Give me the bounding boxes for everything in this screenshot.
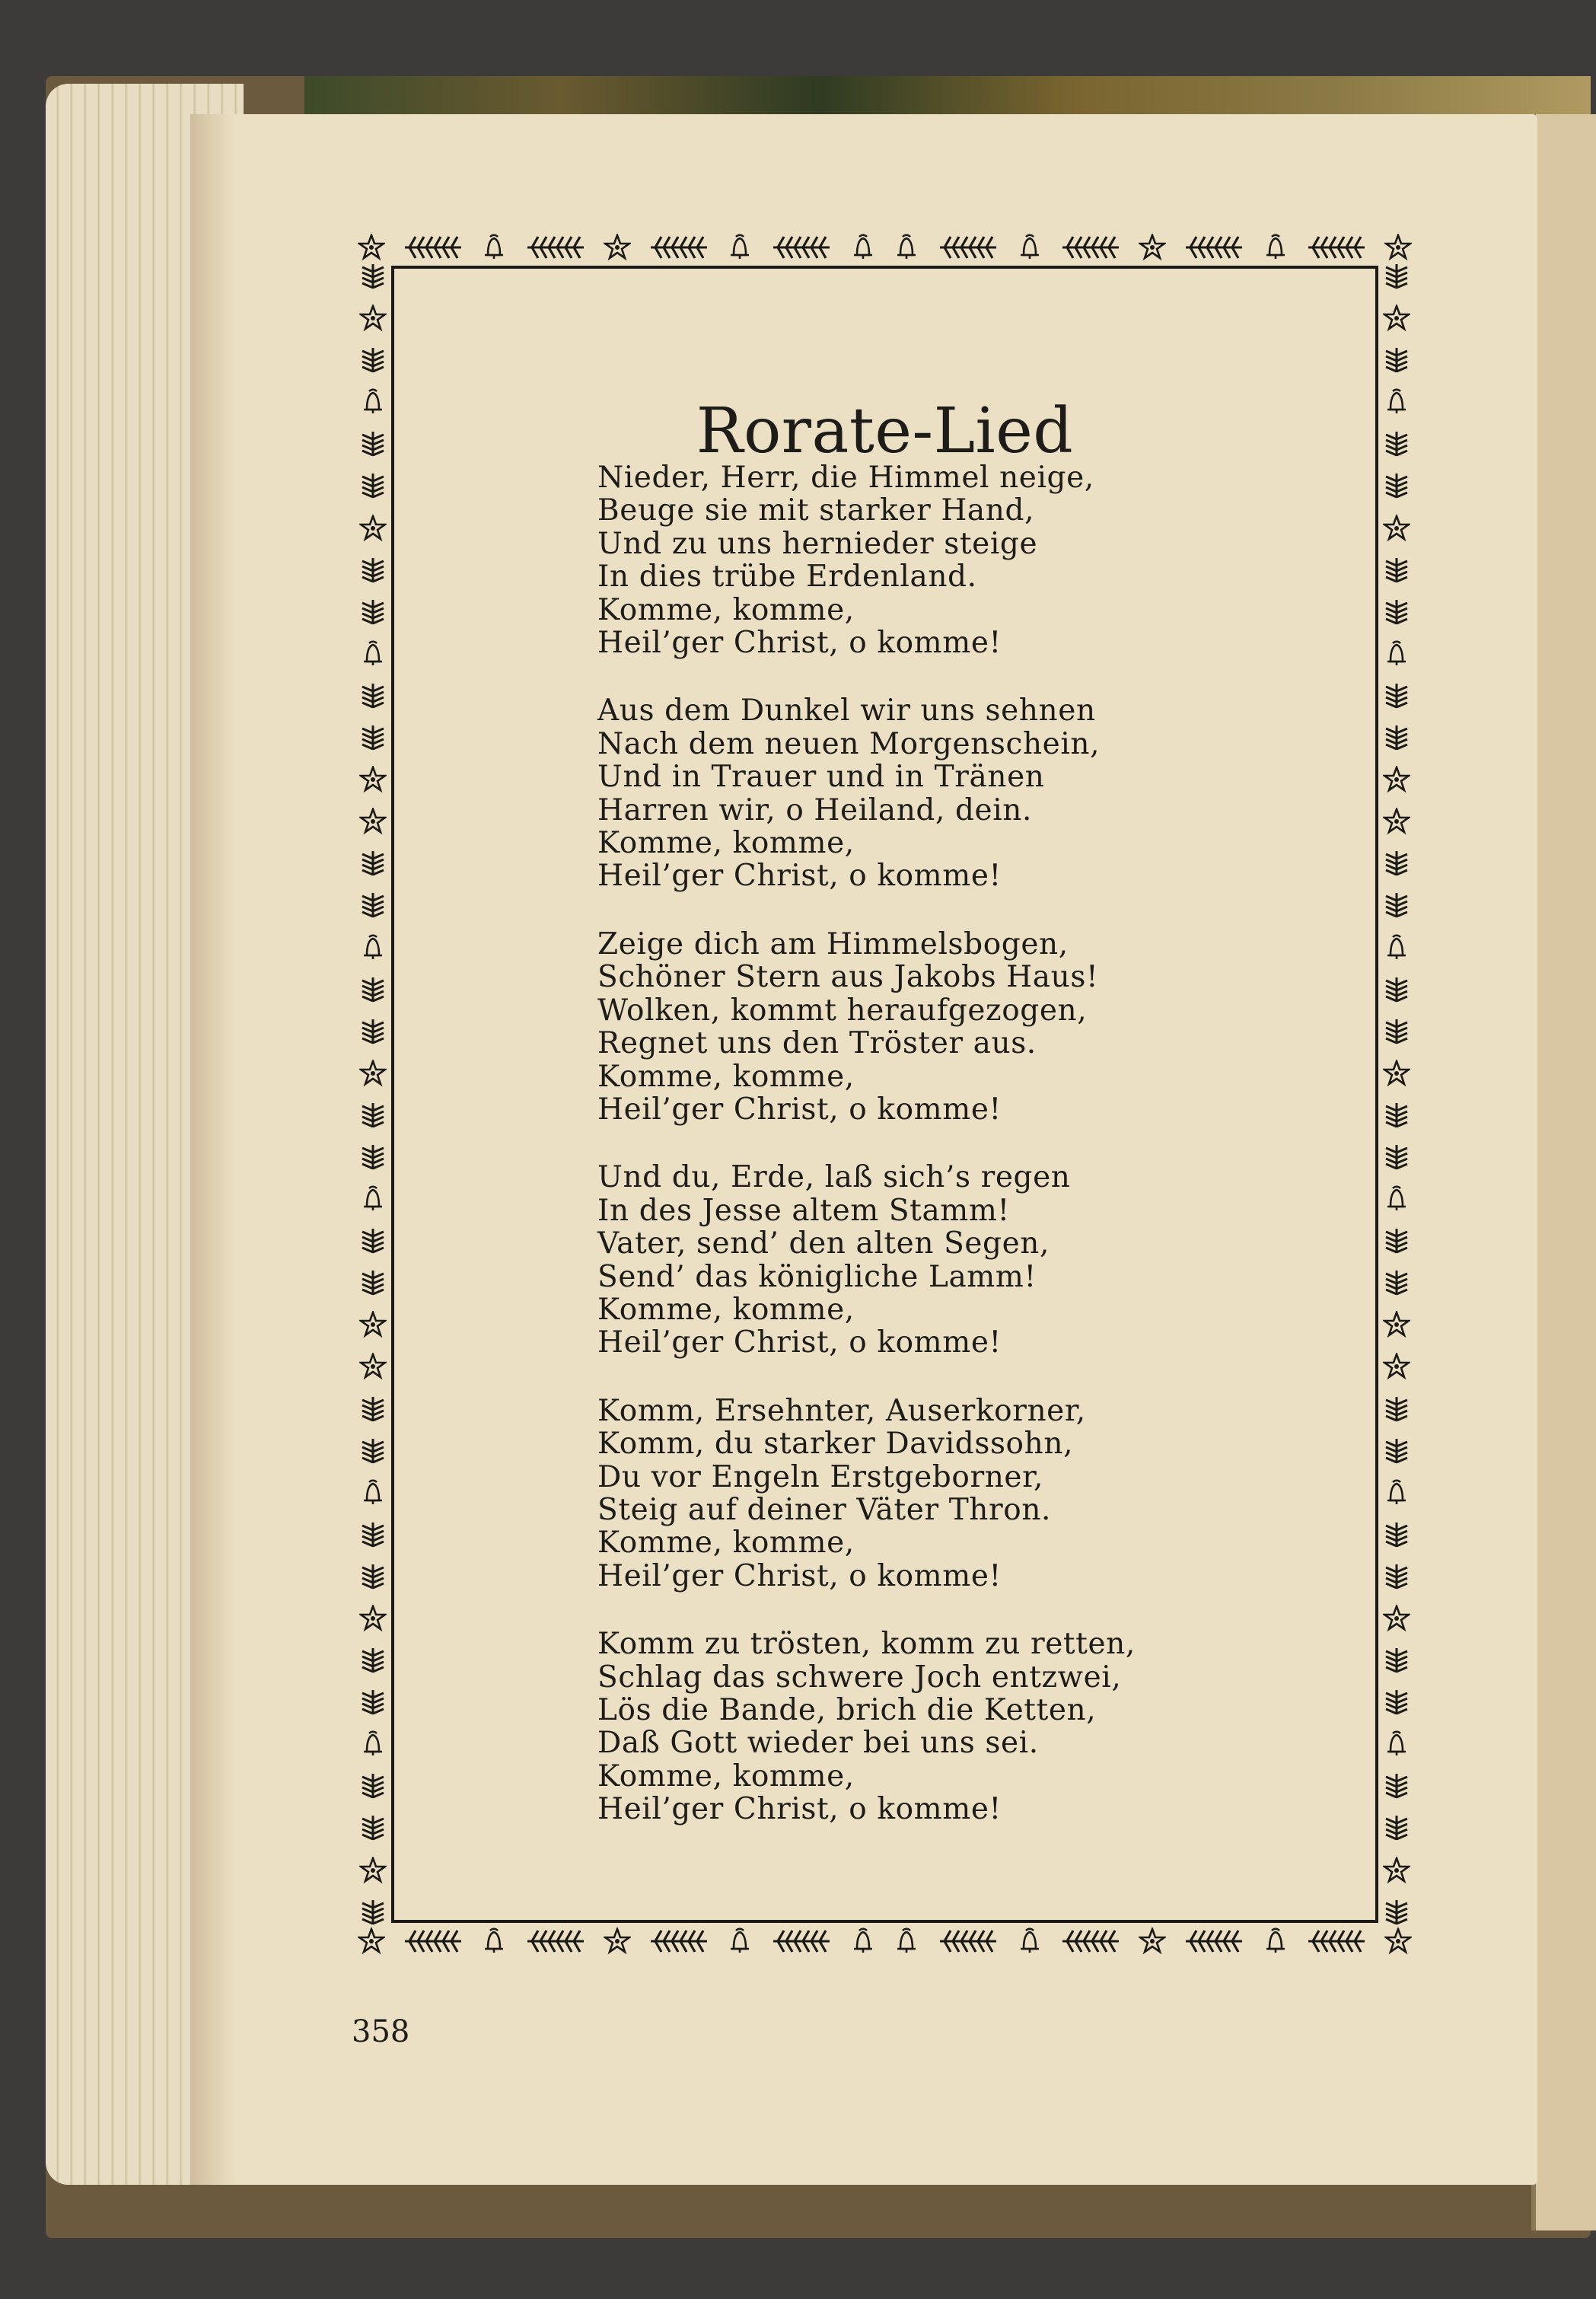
leaf-icon <box>359 1227 387 1255</box>
leaf-icon <box>1383 598 1410 626</box>
leaf-icon <box>1383 1814 1410 1841</box>
bell-icon <box>1016 1928 1043 1955</box>
poem-line: Komme, komme, <box>597 592 855 627</box>
leaf-icon <box>359 1899 387 1926</box>
leaf-icon <box>1305 1928 1368 1955</box>
star-icon <box>604 234 631 261</box>
poem-line: Nieder, Herr, die Himmel neige, <box>597 461 1094 495</box>
star-icon <box>1384 234 1412 261</box>
poem-line: Send’ das königliche Lamm! <box>597 1259 1037 1294</box>
leaf-icon <box>1383 556 1410 584</box>
poem-line: Heil’ger Christ, o komme! <box>597 1325 1002 1360</box>
poem-line: Komm, Ersehnter, Auserkorner, <box>597 1393 1086 1428</box>
bell-icon <box>1383 640 1410 668</box>
leaf-icon <box>359 1688 387 1716</box>
star-icon <box>359 1605 387 1632</box>
leaf-icon <box>770 1928 833 1955</box>
border-left <box>358 263 388 1926</box>
star-icon <box>358 1928 385 1955</box>
leaf-icon <box>648 234 710 261</box>
star-icon <box>359 515 387 542</box>
leaf-icon <box>359 682 387 709</box>
bell-icon <box>359 1185 387 1213</box>
star-icon <box>359 1857 387 1884</box>
star-icon <box>358 234 385 261</box>
poem-line: Komm zu trösten, komm zu retten, <box>597 1627 1136 1662</box>
poem-line: Aus dem Dunkel wir uns sehnen <box>597 694 1096 729</box>
bell-icon <box>849 1928 877 1955</box>
leaf-icon <box>1059 1928 1122 1955</box>
leaf-icon <box>937 1928 999 1955</box>
star-icon <box>1383 1060 1410 1087</box>
leaf-icon <box>1383 976 1410 1003</box>
star-icon <box>1383 1353 1410 1380</box>
leaf-icon <box>1383 1647 1410 1674</box>
star-icon <box>359 1353 387 1380</box>
leaf-icon <box>359 1437 387 1465</box>
poem-line: Daß Gott wieder bei uns sei. <box>597 1726 1039 1761</box>
leaf-icon <box>359 891 387 919</box>
page-shadow <box>190 114 236 2185</box>
border-rule <box>391 1920 1378 1923</box>
star-icon <box>359 1060 387 1087</box>
leaf-icon <box>359 1395 387 1423</box>
leaf-icon <box>359 1018 387 1045</box>
star-icon <box>1383 808 1410 835</box>
leaf-icon <box>524 234 587 261</box>
bell-icon <box>1016 234 1043 261</box>
leaf-icon <box>1383 724 1410 751</box>
star-icon <box>359 1311 387 1338</box>
poem-line: Regnet uns den Tröster aus. <box>597 1026 1037 1061</box>
leaf-icon <box>359 1814 387 1841</box>
leaf-icon <box>359 1269 387 1296</box>
leaf-icon <box>359 976 387 1003</box>
leaf-icon <box>1383 1227 1410 1255</box>
leaf-icon <box>1383 1018 1410 1045</box>
leaf-icon <box>1383 891 1410 919</box>
leaf-icon <box>1305 234 1368 261</box>
leaf-icon <box>648 1928 710 1955</box>
poem-line: Heil’ger Christ, o komme! <box>597 859 1002 894</box>
leaf-icon <box>1383 1143 1410 1171</box>
bell-icon <box>1262 234 1289 261</box>
bell-icon <box>480 234 508 261</box>
star-icon <box>1383 766 1410 793</box>
poem-line: Wolken, kommt heraufgezogen, <box>597 993 1088 1028</box>
bell-icon <box>1262 1928 1289 1955</box>
border-rule <box>391 266 394 1923</box>
leaf-icon <box>1183 1928 1245 1955</box>
poem-line: Beuge sie mit starker Hand, <box>597 493 1035 528</box>
leaf-icon <box>1383 1521 1410 1548</box>
stanza <box>597 928 1359 1126</box>
leaf-icon <box>1383 1563 1410 1590</box>
leaf-icon <box>359 724 387 751</box>
bell-icon <box>726 1928 753 1955</box>
border-top <box>358 232 1412 263</box>
poem-line: Komme, komme, <box>597 826 855 861</box>
star-icon <box>1383 1311 1410 1338</box>
leaf-icon <box>770 234 833 261</box>
poem-line: Komme, komme, <box>597 1526 855 1561</box>
poem-line: In des Jesse altem Stamm! <box>597 1193 1010 1228</box>
stanza <box>597 1628 1359 1825</box>
star-icon <box>1139 234 1166 261</box>
bell-icon <box>359 1479 387 1507</box>
leaf-icon <box>1383 1395 1410 1423</box>
bell-icon <box>359 640 387 668</box>
bell-icon <box>480 1928 508 1955</box>
leaf-icon <box>1383 1772 1410 1800</box>
leaf-icon <box>1183 234 1245 261</box>
poem-line: Schöner Stern aus Jakobs Haus! <box>597 960 1099 995</box>
leaf-icon <box>1383 472 1410 499</box>
leaf-icon <box>359 1647 387 1674</box>
star-icon <box>1383 305 1410 332</box>
leaf-icon <box>524 1928 587 1955</box>
poem-line: Heil’ger Christ, o komme! <box>597 1792 1002 1827</box>
poem-body <box>597 461 1359 1826</box>
bell-icon <box>1383 934 1410 961</box>
facing-page-edge <box>1534 114 1596 2230</box>
leaf-icon <box>1383 682 1410 709</box>
poem-line: Zeige dich am Himmelsbogen, <box>597 926 1069 961</box>
star-icon <box>1139 1928 1166 1955</box>
poem-line: Und zu uns hernieder steige <box>597 526 1038 561</box>
poem-line: Nach dem neuen Morgenschein, <box>597 726 1101 761</box>
bell-icon <box>893 1928 920 1955</box>
poem-line: Harren wir, o Heiland, dein. <box>597 792 1033 827</box>
poem-line: Komme, komme, <box>597 1292 855 1327</box>
poem-line: Und in Trauer und in Tränen <box>597 760 1045 795</box>
poem-line: Komme, komme, <box>597 1059 855 1094</box>
stanza <box>597 694 1359 892</box>
leaf-icon <box>359 1102 387 1129</box>
star-icon <box>359 305 387 332</box>
star-icon <box>359 766 387 793</box>
bell-icon <box>1383 1479 1410 1507</box>
poem-line: Heil’ger Christ, o komme! <box>597 1092 1002 1127</box>
star-icon <box>604 1928 631 1955</box>
leaf-icon <box>937 234 999 261</box>
poem-line: Vater, send’ den alten Segen, <box>597 1226 1050 1261</box>
leaf-icon <box>402 1928 464 1955</box>
bell-icon <box>359 1730 387 1758</box>
poem-line: Und du, Erde, laß sich’s regen <box>597 1160 1071 1195</box>
bell-icon <box>726 234 753 261</box>
stanza <box>597 1395 1359 1593</box>
stanza <box>597 1161 1359 1359</box>
leaf-icon <box>1383 346 1410 374</box>
leaf-icon <box>359 1772 387 1800</box>
border-rule <box>391 266 1378 269</box>
poem-line: Du vor Engeln Erstgeborner, <box>597 1459 1044 1494</box>
star-icon <box>1383 515 1410 542</box>
leaf-icon <box>359 850 387 877</box>
poem-line: Schlag das schwere Joch entzwei, <box>597 1660 1122 1695</box>
leaf-icon <box>359 346 387 374</box>
leaf-icon <box>402 234 464 261</box>
poem-line: Steig auf deiner Väter Thron. <box>597 1492 1052 1527</box>
border-rule <box>1375 266 1378 1923</box>
leaf-icon <box>359 472 387 499</box>
leaf-icon <box>359 263 387 290</box>
star-icon <box>359 808 387 835</box>
page-number: 358 <box>352 2014 410 2049</box>
leaf-icon <box>359 1521 387 1548</box>
stanza <box>597 461 1359 659</box>
leaf-icon <box>1383 1269 1410 1296</box>
leaf-icon <box>1383 263 1410 290</box>
poem-line: Heil’ger Christ, o komme! <box>597 1558 1002 1593</box>
star-icon <box>1384 1928 1412 1955</box>
leaf-icon <box>359 556 387 584</box>
poem-line: In dies trübe Erdenland. <box>597 560 977 595</box>
star-icon <box>1383 1605 1410 1632</box>
bell-icon <box>849 234 877 261</box>
leaf-icon <box>1059 234 1122 261</box>
page-title: Rorate-Lied <box>696 394 1074 467</box>
leaf-icon <box>1383 1688 1410 1716</box>
bell-icon <box>893 234 920 261</box>
bell-icon <box>359 934 387 961</box>
border-right <box>1381 263 1412 1926</box>
poem-line: Heil’ger Christ, o komme! <box>597 626 1002 661</box>
star-icon <box>1383 1857 1410 1884</box>
leaf-icon <box>1383 1899 1410 1926</box>
poem-line: Komme, komme, <box>597 1759 855 1794</box>
border-bottom <box>358 1926 1412 1956</box>
leaf-icon <box>359 1563 387 1590</box>
bell-icon <box>1383 1185 1410 1213</box>
bell-icon <box>1383 1730 1410 1758</box>
leaf-icon <box>1383 850 1410 877</box>
poem-line: Komm, du starker Davidssohn, <box>597 1427 1074 1462</box>
leaf-icon <box>1383 1102 1410 1129</box>
leaf-icon <box>359 1143 387 1171</box>
leaf-icon <box>1383 1437 1410 1465</box>
leaf-icon <box>359 598 387 626</box>
poem-line: Lös die Bande, brich die Ketten, <box>597 1693 1097 1727</box>
